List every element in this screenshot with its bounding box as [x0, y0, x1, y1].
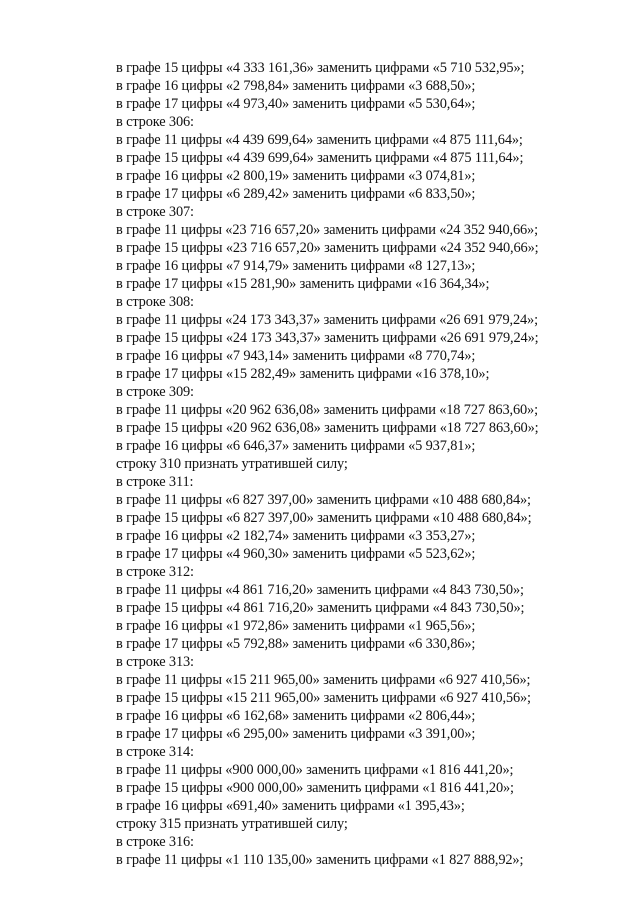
text-line: в графе 17 цифры «15 282,49» заменить цифрами «16 378,10»;: [116, 366, 490, 382]
row-heading: в строке 316:: [116, 834, 194, 850]
row-heading: в строке 314:: [116, 744, 194, 760]
text-line: в графе 11 цифры «900 000,00» заменить цифрами «1 816 441,20»;: [116, 762, 514, 778]
text-line: в графе 11 цифры «24 173 343,37» заменить цифрами «26 691 979,24»;: [116, 312, 538, 328]
row-heading: в строке 307:: [116, 204, 194, 220]
text-line: в графе 15 цифры «900 000,00» заменить цифрами «1 816 441,20»;: [116, 780, 514, 796]
text-line: в графе 15 цифры «4 861 716,20» заменить цифрами «4 843 730,50»;: [116, 600, 525, 616]
text-line: в графе 15 цифры «24 173 343,37» заменить цифрами «26 691 979,24»;: [116, 330, 539, 346]
text-line: в графе 15 цифры «20 962 636,08» заменить цифрами «18 727 863,60»;: [116, 420, 539, 436]
text-line: строку 310 признать утратившей силу;: [116, 456, 348, 472]
text-line: в графе 16 цифры «691,40» заменить цифрами «1 395,43»;: [116, 798, 465, 814]
text-line: в графе 16 цифры «2 800,19» заменить цифрами «3 074,81»;: [116, 168, 476, 184]
text-line: в графе 11 цифры «4 861 716,20» заменить цифрами «4 843 730,50»;: [116, 582, 524, 598]
text-line: в графе 16 цифры «7 943,14» заменить цифрами «8 770,74»;: [116, 348, 476, 364]
text-line: в графе 16 цифры «7 914,79» заменить цифрами «8 127,13»;: [116, 258, 476, 274]
text-line: в графе 11 цифры «6 827 397,00» заменить цифрами «10 488 680,84»;: [116, 492, 531, 508]
text-line: в графе 11 цифры «15 211 965,00» заменить цифрами «6 927 410,56»;: [116, 672, 531, 688]
document-body: [116, 59, 616, 869]
row-heading: в строке 308:: [116, 294, 194, 310]
row-heading: в строке 311:: [116, 474, 194, 490]
text-line: в графе 15 цифры «4 439 699,64» заменить цифрами «4 875 111,64»;: [116, 150, 524, 166]
text-line: в графе 16 цифры «2 182,74» заменить цифрами «3 353,27»;: [116, 528, 476, 544]
text-line: в графе 17 цифры «4 960,30» заменить цифрами «5 523,62»;: [116, 546, 476, 562]
row-heading: в строке 312:: [116, 564, 194, 580]
text-line: в графе 11 цифры «20 962 636,08» заменить цифрами «18 727 863,60»;: [116, 402, 538, 418]
text-line: в графе 17 цифры «6 295,00» заменить цифрами «3 391,00»;: [116, 726, 476, 742]
text-line: в графе 11 цифры «23 716 657,20» заменить цифрами «24 352 940,66»;: [116, 222, 538, 238]
text-line: в графе 11 цифры «1 110 135,00» заменить цифрами «1 827 888,92»;: [116, 852, 524, 868]
row-heading: в строке 306:: [116, 114, 194, 130]
text-line: в графе 17 цифры «5 792,88» заменить цифрами «6 330,86»;: [116, 636, 476, 652]
row-heading: в строке 309:: [116, 384, 194, 400]
text-line: в графе 15 цифры «15 211 965,00» заменить цифрами «6 927 410,56»;: [116, 690, 531, 706]
text-line: в графе 16 цифры «6 646,37» заменить цифрами «5 937,81»;: [116, 438, 476, 454]
text-line: строку 315 признать утратившей силу;: [116, 816, 348, 832]
text-line: в графе 17 цифры «6 289,42» заменить цифрами «6 833,50»;: [116, 186, 476, 202]
text-line: в графе 17 цифры «15 281,90» заменить цифрами «16 364,34»;: [116, 276, 490, 292]
text-line: в графе 16 цифры «2 798,84» заменить цифрами «3 688,50»;: [116, 78, 476, 94]
row-heading: в строке 313:: [116, 654, 194, 670]
text-line: в графе 15 цифры «6 827 397,00» заменить цифрами «10 488 680,84»;: [116, 510, 532, 526]
text-line: в графе 16 цифры «6 162,68» заменить цифрами «2 806,44»;: [116, 708, 476, 724]
text-line: в графе 11 цифры «4 439 699,64» заменить цифрами «4 875 111,64»;: [116, 132, 523, 148]
text-line: в графе 16 цифры «1 972,86» заменить цифрами «1 965,56»;: [116, 618, 476, 634]
text-line: в графе 17 цифры «4 973,40» заменить цифрами «5 530,64»;: [116, 96, 476, 112]
text-line: в графе 15 цифры «4 333 161,36» заменить цифрами «5 710 532,95»;: [116, 60, 525, 76]
text-line: в графе 15 цифры «23 716 657,20» заменить цифрами «24 352 940,66»;: [116, 240, 539, 256]
